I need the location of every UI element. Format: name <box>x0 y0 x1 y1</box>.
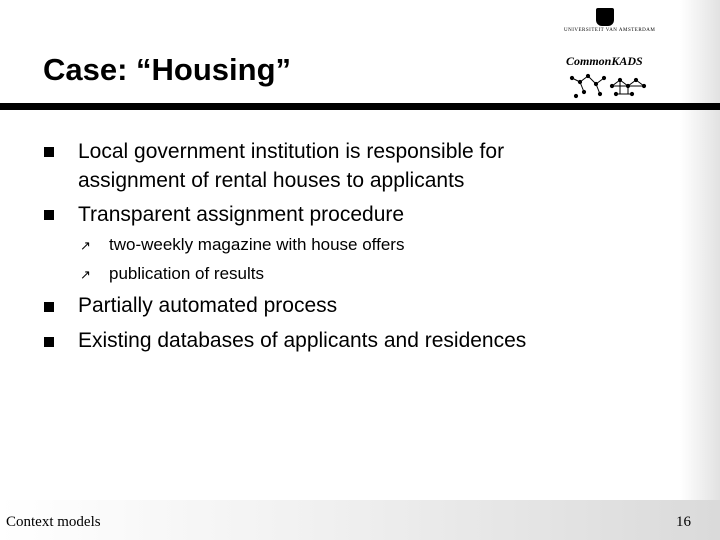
bullet-square-icon <box>44 337 54 347</box>
sub-bullet-text: publication of results <box>109 264 264 283</box>
footer-band <box>0 500 720 540</box>
slide-title: Case: “Housing” <box>43 52 292 87</box>
footer-section-label: Context models <box>6 514 101 530</box>
commonkads-logo <box>566 54 648 100</box>
page-number: 16 <box>676 514 691 530</box>
bullet-text: Local government institution is responsible for <box>78 140 505 163</box>
commonkads-network-icon <box>566 70 648 100</box>
sub-bullet-text: two-weekly magazine with house offers <box>109 235 405 254</box>
bullet-square-icon <box>44 210 54 220</box>
bullet-text-continuation: assignment of rental houses to applicants <box>78 169 465 192</box>
bullet-square-icon <box>44 147 54 157</box>
commonkads-logo-text: CommonKADS <box>566 54 643 68</box>
bullet-text: Transparent assignment procedure <box>78 203 405 226</box>
sub-bullet-arrow-icon: ↗ <box>80 238 91 253</box>
university-logo <box>564 8 656 36</box>
slide-edge-gradient <box>680 0 720 500</box>
bullet-text: Existing databases of applicants and residences <box>78 329 527 352</box>
bullet-text: Partially automated process <box>78 294 338 317</box>
title-divider <box>0 103 720 110</box>
university-shield-icon <box>596 8 614 26</box>
sub-bullet-arrow-icon: ↗ <box>80 267 91 282</box>
bullet-square-icon <box>44 302 54 312</box>
university-logo-text: UNIVERSITEIT VAN AMSTERDAM <box>564 28 656 33</box>
